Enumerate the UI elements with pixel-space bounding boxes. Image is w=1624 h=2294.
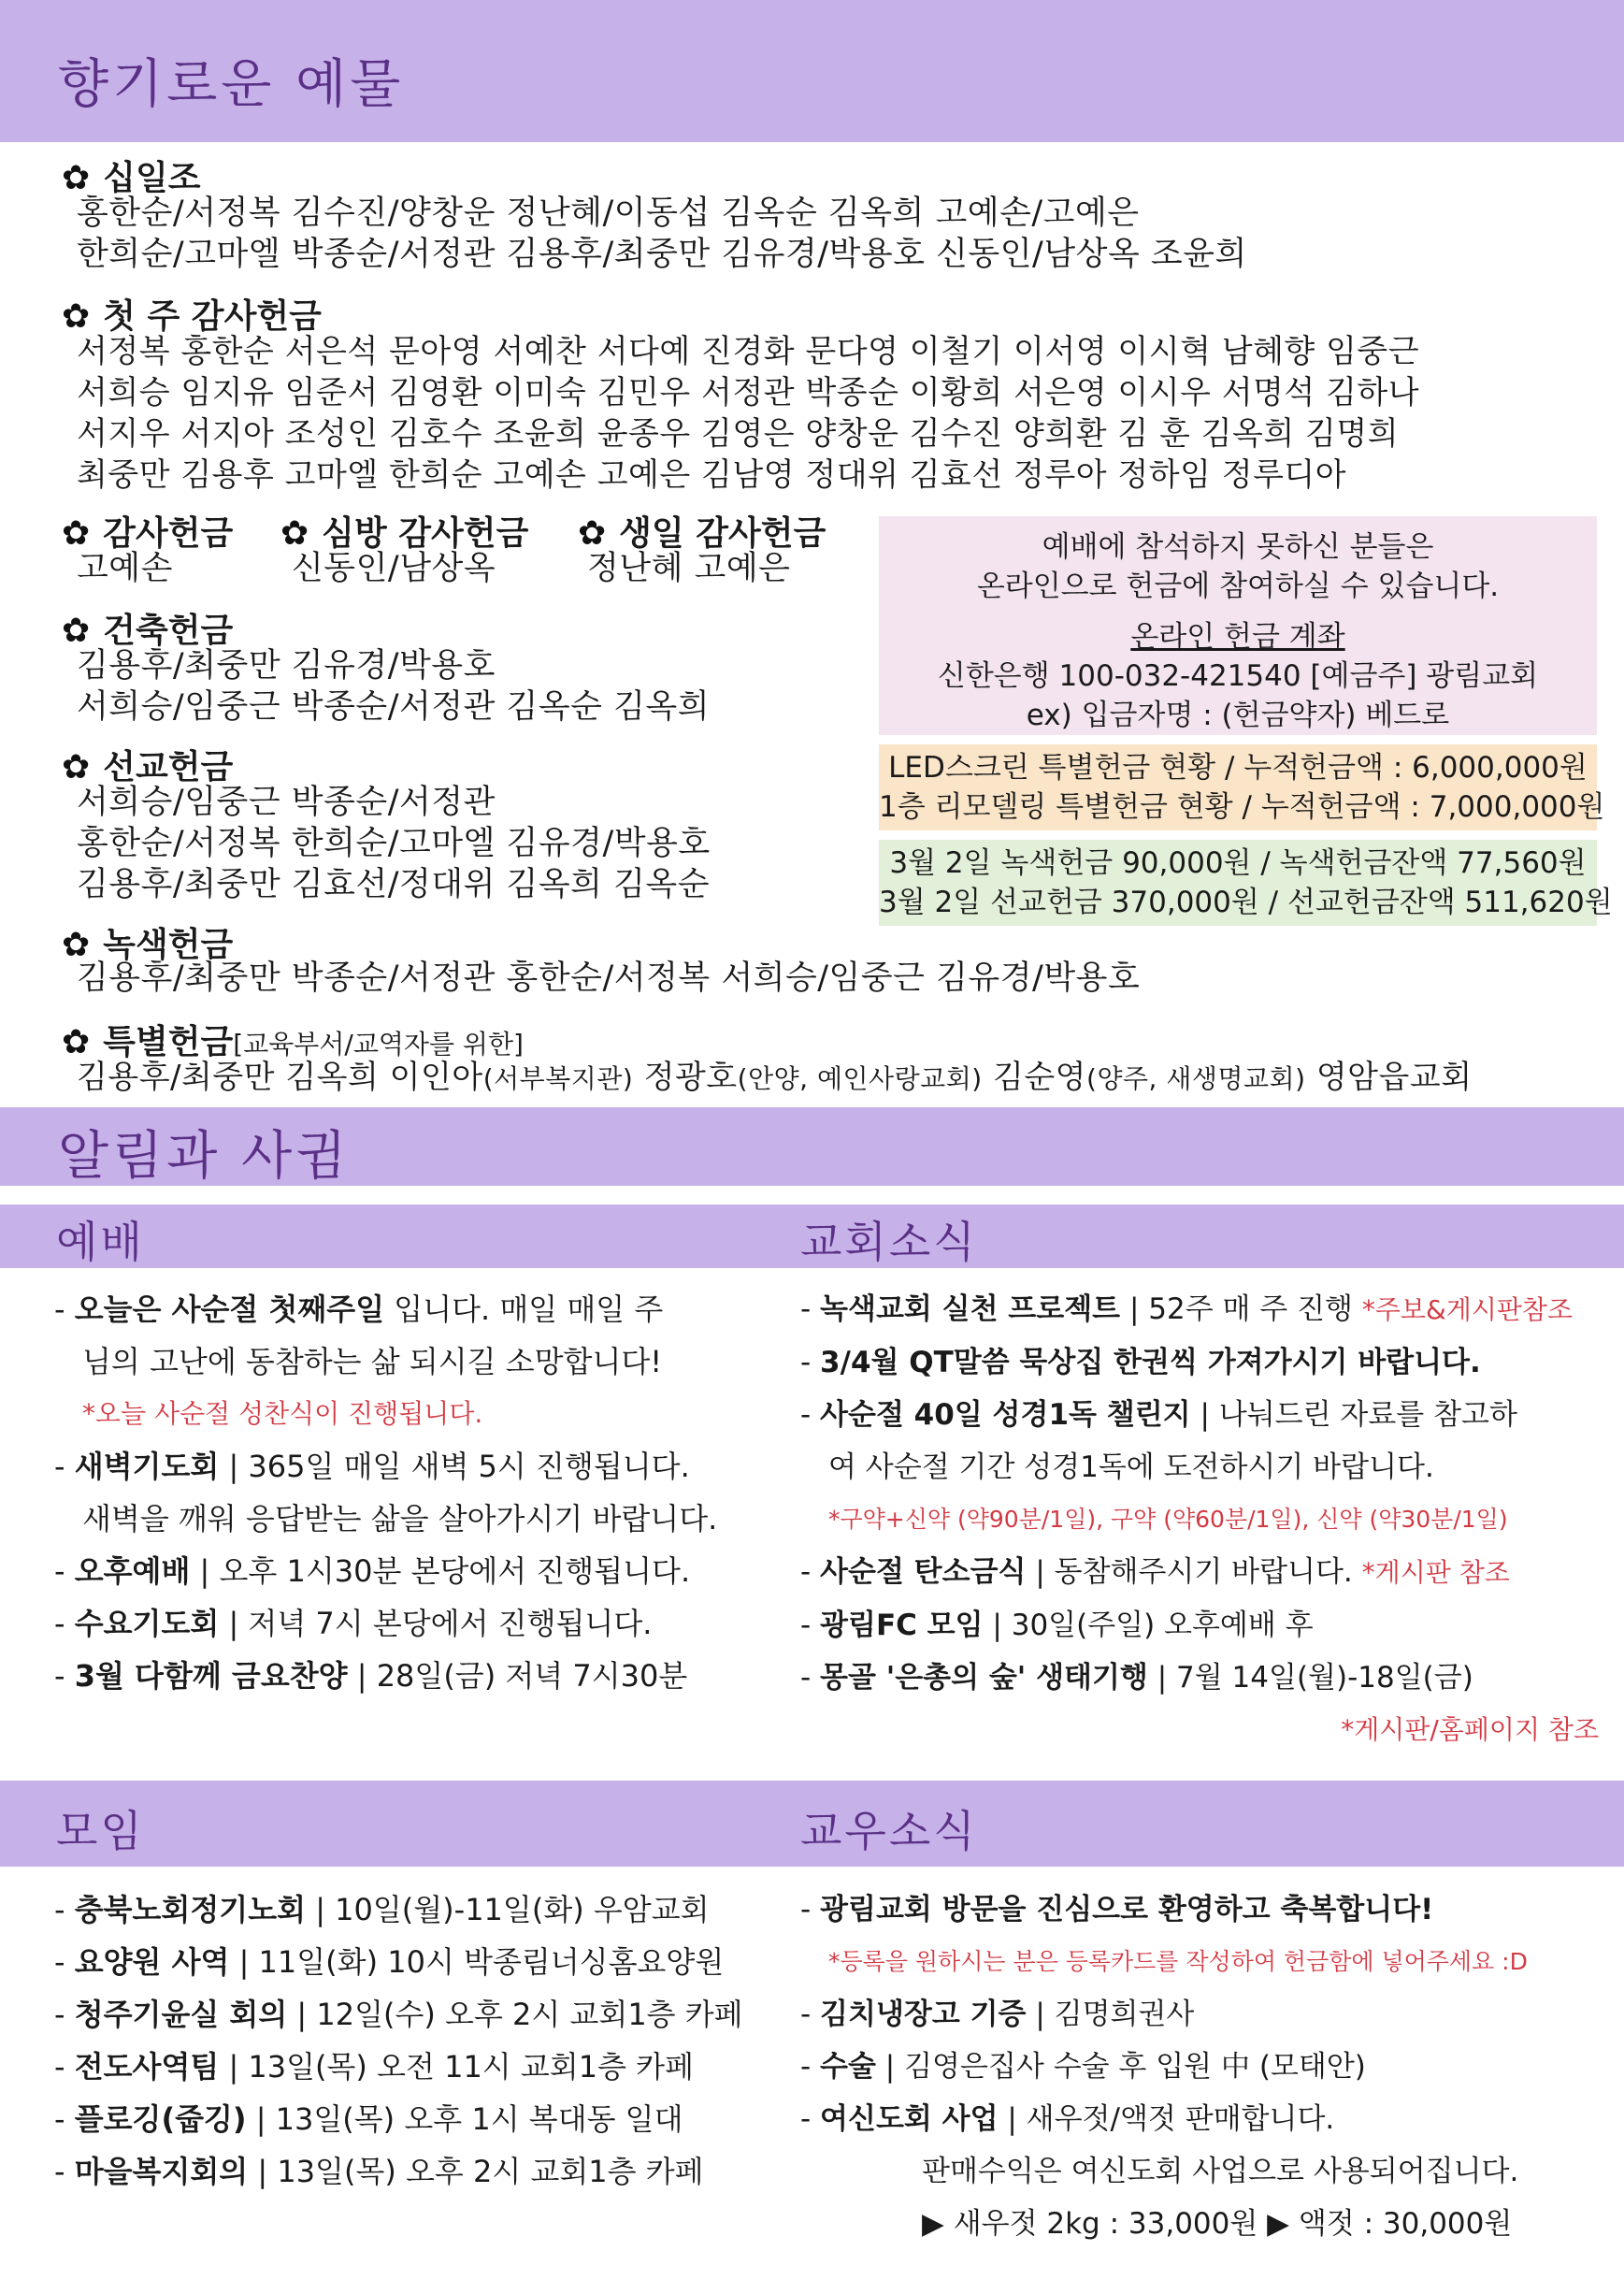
flower-icon: ✿ [62,926,91,964]
special-names: 김용후/최중만 김옥희 이인아(서부복지관) 정광호(안양, 예인사랑교회) 김순영(양주, 새생명교회) 영암읍교회 [77,1059,1473,1096]
special-label: ✿ 특별헌금[교육부서/교역자를 위한] [62,1023,524,1061]
meeting-notices [54,1883,783,2198]
flower-icon: ✿ [62,514,91,553]
flower-icon: ✿ [62,748,91,786]
tithe-names: 홍한순/서정복 김수진/양창운 정난혜/이동섭 김옥순 김옥희 고예손/고예은 한희순/고마엘 박종순/서정관 김용후/최중만 김유경/박용호 신동인/남상옥 조윤희 [77,195,1247,273]
news-title: 알림과 사귐 [58,1126,351,1187]
list-item: - 요양원 사역 | 11일(화) 10시 박종림너싱홈요양원 [54,1944,725,1980]
church-title: 교회소식 [800,1217,978,1267]
mission-label: ✿ 선교헌금 [62,748,234,786]
first-week-label: ✿ 첫 주 감사헌금 [62,297,322,336]
flower-icon: ✿ [578,514,607,553]
mission-names: 서희승/임중근 박종순/서정관 홍한순/서정복 한희순/고마엘 김유경/박용호 김용후/최중만 김효선/정대위 김옥희 김옥순 [77,784,711,903]
worship-title: 예배 [56,1217,145,1267]
thanks-label: ✿ 감사헌금 [62,514,234,553]
list-item: - 충북노회정기노회 | 10일(월)-11일(화) 우암교회 [54,1892,710,1927]
birthday-names: 정난혜 고예은 [587,550,791,587]
meeting-title: 모임 [56,1806,145,1856]
first-week-names: 서정복 홍한순 서은석 문아영 서예찬 서다예 진경화 문다영 이철기 이서영 이시혁 남혜향 임중근 서희승 임지유 임준서 김영환 이미숙 김민우 서정관 박종순 이황희 서은영 이시우 서명석 김하나 서지우 서지아 조성인 김호수 조윤희 윤종우 김영은 양창운 김수진 양희환 김 훈 김옥희 김명희 최중만 김용후 고마엘 한희순 고예손 고예은 김남영 정대위 김효선 정루아 정하임 정루디아 [77,333,1420,494]
list-item: - 전도사역팀 | 13일(목) 오전 11시 교회1층 카페 [54,2049,694,2085]
visit-label: ✿ 심방 감사헌금 [280,514,529,553]
green-names: 김용후/최중만 박종순/서정관 홍한순/서정복 서희승/임중근 김유경/박용호 [77,959,1141,997]
green-label: ✿ 녹색헌금 [62,926,234,964]
visit-names: 신동인/남상옥 [292,550,496,587]
tithe-label: ✿ 십일조 [62,159,201,197]
online-offering-box: 예배에 참석하지 못하신 분들은 온라인으로 헌금에 참여하실 수 있습니다. 온라인 헌금 계좌 신한은행 100-032-421540 [예금주] 광림교회 ex) 입금자명 : (헌금약자) 베드로 [879,516,1597,735]
members-title: 교우소식 [800,1806,978,1856]
flower-icon: ✿ [62,612,91,650]
building-label: ✿ 건축헌금 [62,612,234,650]
building-names: 김용후/최중만 김유경/박용호 서희승/임중근 박종순/서정관 김옥순 김옥희 [77,647,711,726]
list-item: - 청주기윤실 회의 | 12일(수) 오후 2시 교회1층 카페 [54,1997,743,2032]
special-fund-box: LED스크린 특별헌금 현황 / 누적헌금액 : 6,000,000원 1층 리모델링 특별헌금 현황 / 누적헌금액 : 7,000,000원 [879,744,1597,830]
flower-icon: ✿ [62,1023,91,1061]
list-item: - 마을복지회의 | 13일(목) 오후 2시 교회1층 카페 [54,2154,704,2189]
flower-icon: ✿ [62,297,91,336]
worship-notices: - 오늘은 사순절 첫째주일 입니다. 매일 매일 주 님의 고난에 동참하는 삶 되시길 소망합니다! *오늘 사순절 성찬식이 진행됩니다. - 새벽기도회 | 365일 매일 새벽 5시 진행됩니다. 새벽을 깨워 응답받는 삶을 살아가시기 바랍니다. - 오후예배 | 오후 1시30분 본당에서 진행됩니다. - 수요기도회 | 저녁 7시 본당에서 진행됩니다. - 3월 다함께 금요찬양 | 28일(금) 저녁 7시30분 [54,1291,718,1694]
list-item: - 플로깅(줍깅) | 13일(목) 오후 1시 복대동 일대 [54,2101,683,2137]
balance-box: 3월 2일 녹색헌금 90,000원 / 녹색헌금잔액 77,560원 3월 2일 선교헌금 370,000원 / 선교헌금잔액 511,620원 [879,840,1597,926]
flower-icon: ✿ [280,514,309,553]
flower-icon: ✿ [62,159,91,197]
members-notices: - 광림교회 방문을 진심으로 환영하고 축복합니다! *등록을 원하시는 분은 등록카드를 작성하여 헌금함에 넣어주세요 :D - 김치냉장고 기증 | 김명희권사 - 수술 | 김영은집사 수술 후 입원 中 (모태안) - 여신도회 사업 | 새우젓/액젓 판매합니다. 판매수익은 여신도회 사업으로 사용되어집니다. ▶ 새우젓 2kg : 33,000원 ▶ 액젓 : 30,000원 [800,1893,1528,2241]
church-notices: - 녹색교회 실천 프로젝트 | 52주 매 주 진행 *주보&게시판참조 - 3/4월 QT말씀 묵상집 한권씩 가져가시기 바랍니다. - 사순절 40일 성경1독 챌린지 | 나눠드린 자료를 참고하 여 사순절 기간 성경1독에 도전하시기 바랍니다. *구약+신약 (약90분/1일), 구약 (약60분/1일), 신약 (약30분/1일) - 사순절 탄소금식 | 동참해주시기 바랍니다. *게시판 참조 - 광림FC 모임 | 30일(주일) 오후예배 후 - 몽골 '은총의 숲' 생태기행 | 7월 14일(월)-18일(금) *게시판/홈페이지 참조 [800,1292,1599,1745]
birthday-label: ✿ 생일 감사헌금 [578,514,826,553]
offering-title: 향기로운 예물 [58,54,405,115]
thanks-names: 고예손 [77,550,173,587]
